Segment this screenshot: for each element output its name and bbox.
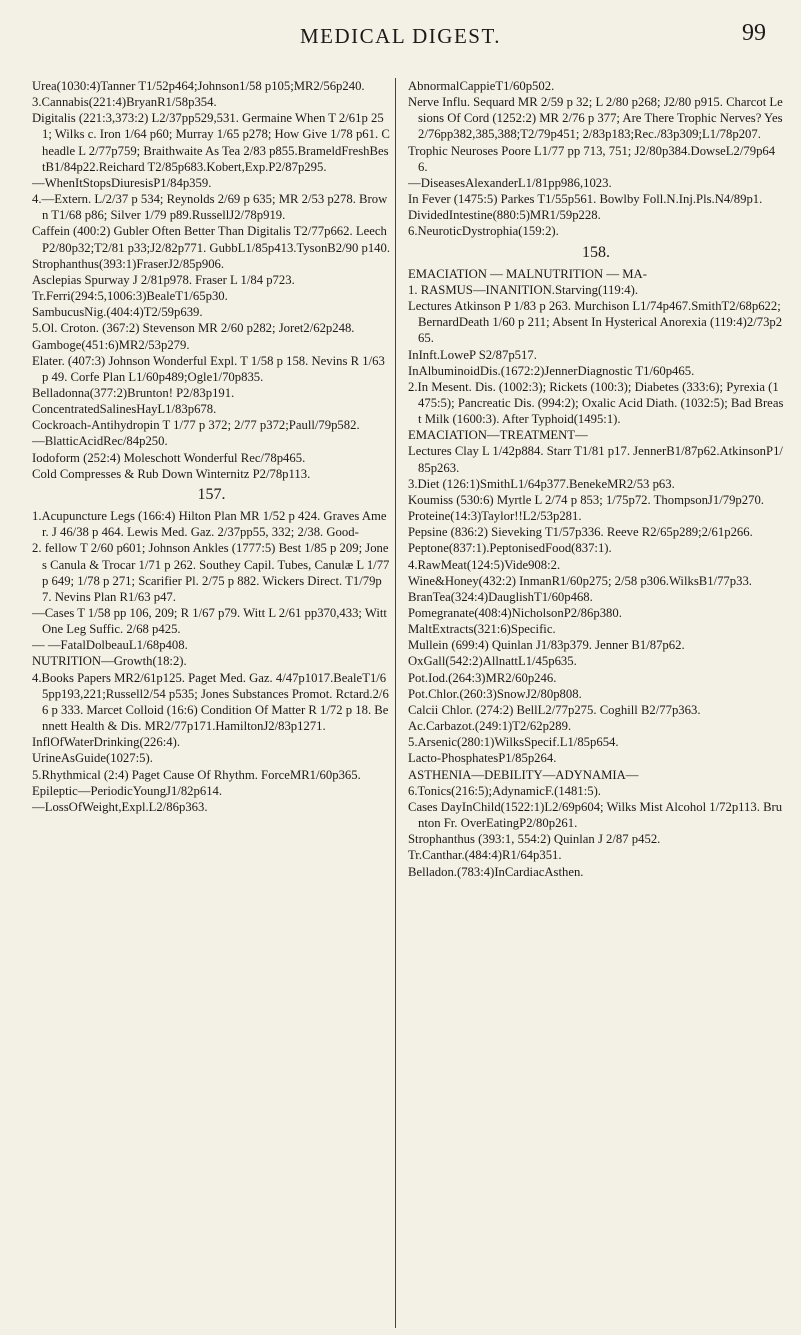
index-entry: SambucusNig.(404:4)T2/59p639. (32, 305, 203, 320)
index-entry: 1.Acupuncture Legs (166:4) Hilton Plan MR 1/52 p 424. Graves Amer. J 46/38 p 464. Lewis Med. Gaz. 2/37pp55, 332; 2/38. Good- (32, 509, 387, 540)
index-entry: ConcentratedSalinesHayL1/83p678. (32, 402, 217, 417)
index-entry: —WhenItStopsDiuresisP1/84p359. (32, 175, 212, 190)
index-entry: AbnormalCappieT1/60p502. (408, 79, 555, 93)
index-entry: EMACIATION — MALNUTRITION — MA- (408, 266, 647, 281)
index-entry: 4.Books Papers MR2/61p125. Paget Med. Gaz. 4/47p1017.BealeT1/65pp193,221;Russell2/54 p535; Jones Substances Promot. Rctard.2/66 p 333. Marcet Colloid (16:6) Condition Of Matter R 1/72 p 18. Bennett Health & Dis. MR2/77p171.HamiltonJ2/83p1271. (32, 670, 389, 734)
index-entry: DividedIntestine(880:5)MR1/59p228. (408, 208, 601, 223)
index-entry: Digitalis (221:3,373:2) L2/37pp529,531. Germaine When T 2/61p 251; Wilks c. Iron 1/64 p60; Murray 1/65 p278; How Give 1/78 p61. Cheadle L 2/77p759; Braithwaite As Tea 2/83 p855.BrameldFreshBestB1/84p22.Reichard T2/85p683.Kobert,Exp.P2/87p295. (32, 111, 390, 174)
index-entry: 5.Rhythmical (2:4) Paget Cause Of Rhythm. ForceMR1/60p365. (32, 767, 361, 782)
index-entry: In Fever (1475:5) Parkes T1/55p561. Bowlby Foll.N.Inj.Pls.N4/89p1. (408, 192, 763, 207)
index-entry: Peptone(837:1).PeptonisedFood(837:1). (408, 541, 612, 556)
index-entry: InflOfWaterDrinking(226:4). (32, 735, 181, 750)
index-entry: Lacto-PhosphatesP1/85p264. (408, 751, 557, 766)
index-entry: Koumiss (530:6) Myrtle L 2/74 p 853; 1/75p72. ThompsonJ1/79p270. (408, 492, 764, 507)
index-entry: —LossOfWeight,Expl.L2/86p363. (32, 799, 208, 814)
index-entry: 2. fellow T 2/60 p601; Johnson Ankles (1777:5) Best 1/85 p 209; Jones Canula & Trocar 1/71 p 262. Southey Capil. Tubes, Canulæ L 1/77 p 649; 1/78 p 271; Scarifier Pl. 2/75 p 882. Wickers Direct. T1/79p7. Nevins Plan R1/63 p47. (32, 541, 390, 604)
index-entry: 1. RASMUS—INANITION.Starving(119:4). (408, 282, 639, 297)
index-entry: InInft.LoweP S2/87p517. (408, 347, 537, 362)
section-number: 158. (582, 243, 610, 261)
index-entry: EMACIATION—TREATMENT— (408, 428, 588, 443)
index-entry: 2.In Mesent. Dis. (1002:3); Rickets (100:3); Diabetes (333:6); Pyrexia (1475:5); Pancreatic Dis. (994:2); Oxalic Acid Diath. (1032:5); Bad Breast Milk (1600:3). After Typhoid(1495:1). (408, 379, 784, 427)
index-entry: Cold Compresses & Rub Down Winternitz P2/78p113. (32, 466, 311, 481)
index-entry: 5.Ol. Croton. (367:2) Stevenson MR 2/60 p282; Joret2/62p248. (32, 321, 355, 336)
index-entry: Nerve Influ. Sequard MR 2/59 p 32; L 2/80 p268; J2/80 p915. Charcot Lesions Of Cord (1252:2) MR 2/76 p 377; Are There Trophic Nerves? Yes 2/76pp382,385,388;T2/79p451; 2/83p183;Rec./83p309;L1/78p207. (408, 95, 783, 142)
index-entry: Cases DayInChild(1522:1)L2/69p604; Wilks Mist Alcohol 1/72p113. Brunton Fr. OverEatingP2/80p261. (408, 799, 783, 831)
index-entry: UrineAsGuide(1027:5). (32, 751, 153, 766)
index-entry: Gamboge(451:6)MR2/53p279. (32, 337, 190, 352)
index-entry: Strophanthus(393:1)FraserJ2/85p906. (32, 256, 225, 271)
index-entry: 3.Cannabis(221:4)BryanR1/58p354. (32, 95, 217, 110)
index-entry: Epileptic—PeriodicYoungJ1/82p614. (32, 783, 223, 798)
index-entry: OxGall(542:2)AllnattL1/45p635. (408, 654, 577, 669)
index-entry: —Cases T 1/58 pp 106, 209; R 1/67 p79. Witt L 2/61 pp370,433; Witt One Leg Suffic. 2/68 p425. (32, 606, 387, 637)
index-entry: Iodoform (252:4) Moleschott Wonderful Rec/78p465. (32, 450, 306, 465)
index-entry: NUTRITION—Growth(18:2). (32, 654, 187, 669)
index-entry: Cockroach-Antihydropin T 1/77 p 372; 2/77 p372;Paull/79p582. (32, 418, 360, 433)
index-entry: Calcii Chlor. (274:2) BellL2/77p275. Coghill B2/77p363. (408, 702, 701, 717)
index-entry: —DiseasesAlexanderL1/81pp986,1023. (408, 175, 612, 190)
running-title: MEDICAL DIGEST. (300, 24, 501, 48)
index-entry: Lectures Clay L 1/42p884. Starr T1/81 p17. JennerB1/87p62.AtkinsonP1/85p263. (408, 444, 783, 475)
index-entry: Strophanthus (393:1, 554:2) Quinlan J 2/87 p452. (408, 832, 661, 847)
index-entry: MaltExtracts(321:6)Specific. (408, 622, 556, 637)
index-entry: Mullein (699:4) Quinlan J1/83p379. Jenner B1/87p62. (408, 638, 685, 653)
index-entry: — —FatalDolbeauL1/68p408. (32, 638, 188, 653)
index-entry: BranTea(324:4)DauglishT1/60p468. (408, 589, 593, 604)
index-entry: Tr.Ferri(294:5,1006:3)BealeT1/65p30. (32, 289, 228, 304)
index-entry: ASTHENIA—DEBILITY—ADYNAMIA— (408, 767, 639, 782)
index-entry: Ac.Carbazot.(249:1)T2/62p289. (408, 719, 572, 734)
index-entry: Proteine(14:3)Taylor!!L2/53p281. (408, 509, 582, 524)
page-header (0, 0, 801, 60)
index-entry: Trophic Neuroses Poore L1/77 pp 713, 751; J2/80p384.DowseL2/79p646. (408, 143, 776, 174)
index-entry: 6.NeuroticDystrophia(159:2). (408, 224, 559, 239)
index-entry: Pepsine (836:2) Sieveking T1/57p336. Reeve R2/65p289;2/61p266. (408, 525, 753, 540)
index-entry: 6.Tonics(216:5);AdynamicF.(1481:5). (408, 783, 601, 798)
index-entry: Belladon.(783:4)InCardiacAsthen. (408, 864, 584, 879)
index-entry: 4.—Extern. L/2/37 p 534; Reynolds 2/69 p 635; MR 2/53 p278. Brown T1/68 p86; Silver 1/79 p89.RussellJ2/78p919. (32, 192, 388, 223)
index-entry: 3.Diet (126:1)SmithL1/64p377.BenekeMR2/53 p63. (408, 476, 675, 491)
index-entry: Asclepias Spurway J 2/81p978. Fraser L 1/84 p723. (32, 272, 295, 287)
index-entry: Pot.Iod.(264:3)MR2/60p246. (408, 670, 557, 685)
index-entry: Wine&Honey(432:2) InmanR1/60p275; 2/58 p306.WilksB1/77p33. (408, 573, 752, 588)
right-column (408, 78, 784, 1328)
page-number: 99 (742, 20, 766, 46)
index-entry: Tr.Canthar.(484:4)R1/64p351. (408, 848, 562, 863)
two-column-index (32, 78, 784, 1328)
index-entry: 4.RawMeat(124:5)Vide908:2. (408, 557, 561, 572)
index-entry: Lectures Atkinson P 1/83 p 263. Murchison L1/74p467.SmithT2/68p622;BernardDeath 1/60 p 211; Absent In Hysterical Anorexia (119:4)2/73p265. (408, 299, 783, 346)
left-column (32, 78, 396, 1328)
index-entry: 5.Arsenic(280:1)WilksSpecif.L1/85p654. (408, 735, 619, 750)
index-entry: Pot.Chlor.(260:3)SnowJ2/80p808. (408, 686, 582, 701)
index-entry: Caffein (400:2) Gubler Often Better Than Digitalis T2/77p662. LeechP2/80p32;T2/81 p33;J2/82p771. GubbL1/85p413.TysonB2/90 p140. (32, 224, 391, 255)
index-entry: InAlbuminoidDis.(1672:2)JennerDiagnostic T1/60p465. (408, 363, 695, 378)
section-number: 157. (197, 485, 226, 503)
index-entry: Belladonna(377:2)Brunton! P2/83p191. (32, 385, 235, 400)
index-entry: Pomegranate(408:4)NicholsonP2/86p380. (408, 606, 622, 620)
index-entry: Elater. (407:3) Johnson Wonderful Expl. T 1/58 p 158. Nevins R 1/63 p 49. Corfe Plan L1/60p489;Ogle1/70p835. (32, 353, 385, 384)
index-entry: Urea(1030:4)Tanner T1/52p464;Johnson1/58 p105;MR2/56p240. (32, 79, 365, 93)
index-entry: —BlatticAcidRec/84p250. (32, 434, 168, 449)
